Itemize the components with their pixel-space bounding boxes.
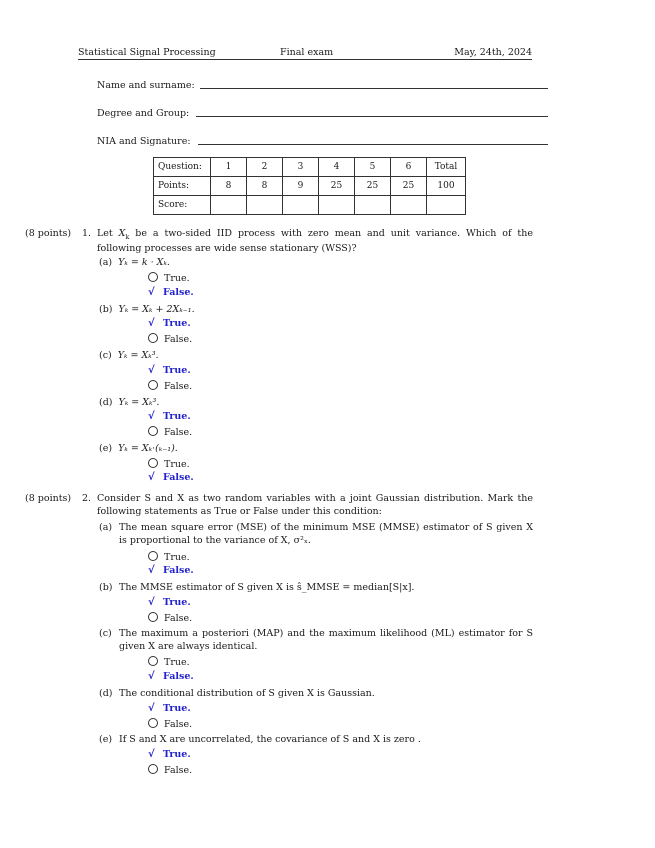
item-label: (a) (99, 522, 113, 533)
item-text: The mean square error (MSE) of the minimum MSE (MMSE) estimator of S given X is proportional to the variance of X, σ²ₓ. (119, 522, 533, 546)
table-row (154, 158, 466, 177)
item-label: (d) (99, 397, 113, 408)
q1e-option-true[interactable] (148, 458, 190, 470)
q2b-option-false[interactable] (148, 612, 192, 624)
q1-text-part: be a two-sided IID process with zero mean and unit variance. Which of the following processes are wide sense stationary (WSS)? (97, 228, 533, 255)
q1d-option-true[interactable] (148, 411, 191, 423)
total-points-cell: 100 (427, 177, 466, 196)
q1a-option-false[interactable] (148, 287, 194, 299)
q2e-option-true[interactable] (148, 749, 191, 761)
radio-empty-icon (148, 272, 158, 282)
table-row (154, 177, 466, 196)
q2-points: (8 points) (25, 493, 72, 504)
q2c-option-true[interactable] (148, 656, 190, 668)
total-header: Total (427, 158, 466, 177)
nia-field-label: NIA and Signature: (97, 136, 191, 147)
checkmark-icon: √ (148, 703, 155, 714)
item-label: (b) (99, 304, 113, 315)
item-label: (e) (99, 734, 113, 745)
item-text: The maximum a posteriori (MAP) and the maximum likelihood (ML) estimator for S given X are always identical. (119, 628, 533, 652)
exam-date: May, 24th, 2024 (454, 47, 532, 58)
q2a-option-true[interactable] (148, 551, 190, 563)
option-label: True. (163, 365, 191, 376)
q1-text (97, 228, 533, 256)
option-label: True. (164, 273, 190, 284)
option-label: True. (163, 749, 191, 760)
question-header: Question: (154, 158, 211, 177)
score-table (153, 157, 466, 215)
item-text: If S and X are uncorrelated, the covariance of S and X is zero . (119, 734, 421, 745)
checkmark-icon: √ (148, 472, 155, 483)
checkmark-icon: √ (148, 287, 155, 298)
question-number: 6 (391, 158, 427, 177)
q2b-option-true[interactable] (148, 597, 191, 609)
checkmark-icon: √ (148, 749, 155, 760)
radio-empty-icon (148, 333, 158, 343)
name-field-label: Name and surname: (97, 80, 195, 91)
item-expr: Yₖ = Xₖ·(ₖ₋₁). (118, 443, 178, 454)
item-label: (a) (99, 257, 113, 268)
q1e-option-false[interactable] (148, 472, 194, 484)
item-text: The MMSE estimator of S given X is ŝ_MMSE = median[S|x]. (119, 582, 415, 593)
q1c-option-true[interactable] (148, 365, 191, 377)
q2a-option-false[interactable] (148, 565, 194, 577)
radio-empty-icon (148, 551, 158, 561)
option-label: False. (163, 287, 194, 298)
q1-points: (8 points) (25, 228, 72, 239)
q2d-option-false[interactable] (148, 718, 192, 730)
points-cell: 25 (355, 177, 391, 196)
points-cell: 25 (319, 177, 355, 196)
question-number: 3 (283, 158, 319, 177)
option-label: True. (163, 318, 191, 329)
item-expr: Yₖ = k · Xₖ. (118, 257, 170, 268)
q1c (99, 350, 159, 361)
option-label: True. (163, 597, 191, 608)
score-cell[interactable] (427, 196, 466, 215)
option-label: True. (164, 552, 190, 563)
option-label: False. (164, 719, 193, 730)
checkmark-icon: √ (148, 597, 155, 608)
radio-empty-icon (148, 612, 158, 622)
score-cell[interactable] (391, 196, 427, 215)
table-row (154, 196, 466, 215)
item-text: The conditional distribution of S given X is Gaussian. (119, 688, 375, 699)
item-label: (b) (99, 582, 113, 593)
item-expr: Yₖ = Xₖ³. (117, 350, 159, 361)
q2b (99, 582, 533, 595)
option-label: True. (163, 411, 191, 422)
item-label: (c) (99, 628, 112, 639)
checkmark-icon: √ (148, 565, 155, 576)
item-label: (c) (99, 350, 112, 361)
checkmark-icon: √ (148, 411, 155, 422)
q2c (99, 628, 533, 653)
checkmark-icon: √ (148, 365, 155, 376)
course-title: Statistical Signal Processing (78, 47, 216, 58)
q2c-option-false[interactable] (148, 671, 194, 683)
option-label: False. (164, 334, 193, 345)
q2d-option-true[interactable] (148, 703, 191, 715)
radio-empty-icon (148, 426, 158, 436)
option-label: True. (164, 459, 190, 470)
q1d-option-false[interactable] (148, 426, 192, 438)
question-number: 2 (247, 158, 283, 177)
checkmark-icon: √ (148, 671, 155, 682)
q2e-option-false[interactable] (148, 764, 192, 776)
score-cell[interactable] (319, 196, 355, 215)
q1b-option-true[interactable] (148, 318, 191, 330)
score-cell[interactable] (355, 196, 391, 215)
score-cell[interactable] (211, 196, 247, 215)
q2-text: Consider S and X as two random variables with a joint Gaussian distribution. Mark the following statements as True or False under this condition: (97, 493, 533, 517)
q2a (99, 522, 533, 547)
q1a-option-true[interactable] (148, 272, 190, 284)
radio-empty-icon (148, 656, 158, 666)
q1a (99, 257, 170, 268)
q1b (99, 304, 195, 315)
checkmark-icon: √ (148, 318, 155, 329)
option-label: True. (163, 703, 191, 714)
nia-signature-field[interactable] (198, 144, 548, 145)
points-cell: 8 (247, 177, 283, 196)
q1b-option-false[interactable] (148, 333, 192, 345)
question-number: 4 (319, 158, 355, 177)
q2d (99, 688, 533, 701)
degree-field[interactable] (196, 116, 548, 117)
q1-text-part: Let (97, 228, 119, 239)
name-field[interactable] (200, 88, 548, 89)
exam-title: Final exam (280, 47, 334, 58)
q1d (99, 397, 159, 408)
option-label: True. (164, 657, 190, 668)
q1-number: 1. (82, 228, 92, 239)
degree-field-label: Degree and Group: (97, 108, 190, 119)
option-label: False. (164, 427, 193, 438)
score-header: Score: (154, 196, 211, 215)
radio-empty-icon (148, 718, 158, 728)
q2e (99, 734, 533, 747)
option-label: False. (163, 671, 194, 682)
item-expr: Yₖ = Xₖ + 2Xₖ₋₁. (118, 304, 195, 315)
page-header (78, 47, 532, 60)
option-label: False. (164, 381, 193, 392)
option-label: False. (164, 765, 193, 776)
q1c-option-false[interactable] (148, 380, 192, 392)
item-label: (d) (99, 688, 113, 699)
option-label: False. (164, 613, 193, 624)
points-cell: 9 (283, 177, 319, 196)
q2-number: 2. (82, 493, 92, 504)
score-cell[interactable] (247, 196, 283, 215)
points-cell: 8 (211, 177, 247, 196)
q1e (99, 443, 178, 454)
radio-empty-icon (148, 458, 158, 468)
radio-empty-icon (148, 380, 158, 390)
q1-var-sub: k (125, 232, 130, 241)
question-number: 5 (355, 158, 391, 177)
item-label: (e) (99, 443, 113, 454)
item-expr: Yₖ = Xₖ³. (118, 397, 160, 408)
points-cell: 25 (391, 177, 427, 196)
question-number: 1 (211, 158, 247, 177)
radio-empty-icon (148, 764, 158, 774)
option-label: False. (163, 565, 194, 576)
q1-var: X (118, 228, 126, 239)
option-label: False. (163, 472, 194, 483)
score-cell[interactable] (283, 196, 319, 215)
points-header: Points: (154, 177, 211, 196)
